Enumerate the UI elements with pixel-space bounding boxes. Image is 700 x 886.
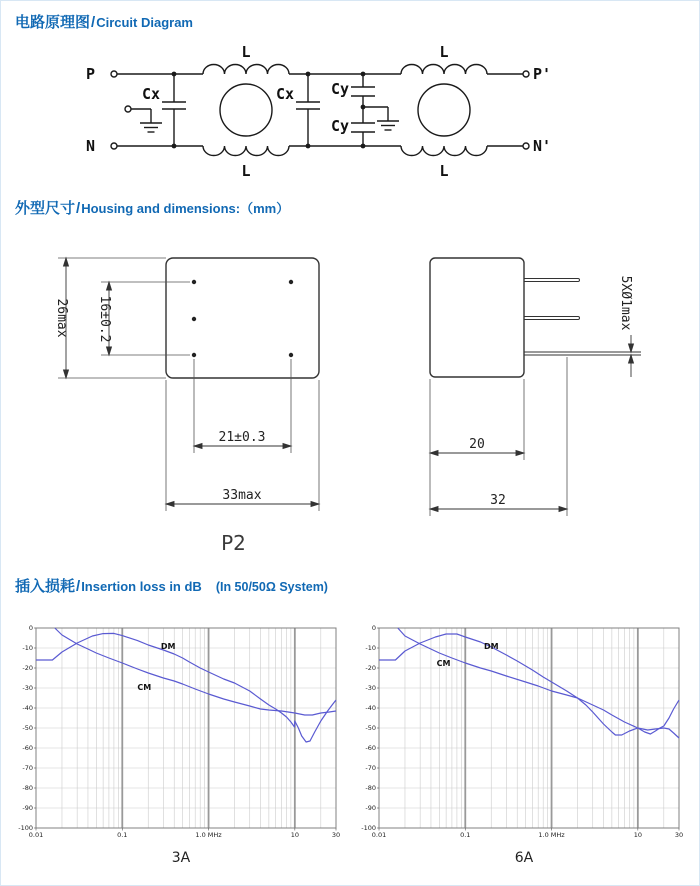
svg-text:-30: -30 xyxy=(22,684,33,693)
svg-text:0.1: 0.1 xyxy=(117,831,128,839)
svg-text:-90: -90 xyxy=(365,804,376,813)
loss-title-note: (In 50/50Ω System) xyxy=(215,580,328,594)
label-l1-top: L xyxy=(241,43,251,61)
series-label-cm: CM xyxy=(137,683,152,692)
svg-text:30: 30 xyxy=(331,831,341,839)
svg-text:0: 0 xyxy=(371,624,376,633)
chart-canvas xyxy=(359,616,689,851)
label-p: P xyxy=(85,65,95,83)
svg-text:-60: -60 xyxy=(365,744,376,753)
chart-canvas xyxy=(16,616,346,851)
label-l2-top: L xyxy=(439,43,449,61)
housing-section-header xyxy=(15,197,289,218)
y-axis-labels xyxy=(18,624,36,832)
label-l2-bottom: L xyxy=(439,162,449,180)
svg-text:-80: -80 xyxy=(22,784,33,793)
inductor-bottom-1 xyxy=(203,146,289,156)
dimension-lines xyxy=(430,335,634,512)
dim-height: 26max xyxy=(54,298,69,338)
y-axis-labels xyxy=(361,624,379,832)
label-cy-bottom: Cy xyxy=(330,117,349,135)
label-l1-bottom: L xyxy=(241,162,251,180)
title-separator: / xyxy=(91,14,96,31)
circuit-title-zh: 电路原理图 xyxy=(15,14,91,31)
ground-symbol-left xyxy=(125,106,162,132)
circuit-diagram xyxy=(81,39,561,184)
svg-text:0.1: 0.1 xyxy=(460,831,471,839)
svg-text:-100: -100 xyxy=(361,824,376,833)
x-axis-labels xyxy=(29,828,340,839)
svg-text:-50: -50 xyxy=(22,724,33,733)
dim-pin-span: 21±0.3 xyxy=(218,430,266,445)
svg-text:10: 10 xyxy=(290,831,299,839)
inductor-top-1 xyxy=(203,65,289,75)
loss-title-en: Insertion loss in dB xyxy=(81,579,202,594)
circuit-title-en: Circuit Diagram xyxy=(96,15,193,30)
svg-text:-40: -40 xyxy=(22,704,33,713)
svg-text:1.0 MHz: 1.0 MHz xyxy=(538,831,565,839)
dim-overall-depth: 32 xyxy=(490,493,506,508)
svg-text:-100: -100 xyxy=(18,824,33,833)
circuit-wires xyxy=(111,65,529,156)
svg-text:-70: -70 xyxy=(365,764,376,773)
svg-text:-90: -90 xyxy=(22,804,33,813)
dim-pin-row: 16±0.2 xyxy=(97,295,112,343)
circuit-section-header xyxy=(15,11,193,32)
inductor-top-2 xyxy=(401,65,487,75)
svg-text:-40: -40 xyxy=(365,704,376,713)
ground-symbol-cy xyxy=(377,121,399,130)
housing-side-view xyxy=(426,249,691,529)
svg-text:-30: -30 xyxy=(365,684,376,693)
svg-text:10: 10 xyxy=(633,831,642,839)
dim-body-depth: 20 xyxy=(469,437,485,452)
series-label-dm: DM xyxy=(483,642,499,651)
svg-text:-60: -60 xyxy=(22,744,33,753)
housing-outline xyxy=(166,258,319,378)
chart-title-6a: 6A xyxy=(514,850,534,866)
label-cx2: Cx xyxy=(275,85,294,103)
insertion-loss-chart-6a xyxy=(359,616,689,851)
cap-cx2 xyxy=(296,74,320,146)
label-n-prime: N' xyxy=(533,137,552,155)
loss-title-zh: 插入损耗 xyxy=(15,578,76,595)
svg-text:-10: -10 xyxy=(22,644,33,653)
svg-text:30: 30 xyxy=(674,831,684,839)
series-label-cm: CM xyxy=(436,659,451,668)
insertion-loss-chart-3a xyxy=(16,616,346,851)
housing-title-en: Housing and dimensions:（mm） xyxy=(81,201,290,216)
label-p-prime: P' xyxy=(533,65,552,83)
terminal-p-prime xyxy=(523,71,529,77)
grid-minor xyxy=(379,628,679,828)
svg-text:-80: -80 xyxy=(365,784,376,793)
svg-text:-20: -20 xyxy=(365,664,376,673)
series-label-dm: DM xyxy=(160,642,176,651)
terminal-p xyxy=(111,71,117,77)
svg-text:0.01: 0.01 xyxy=(371,831,387,839)
part-label: P2 xyxy=(221,531,246,555)
svg-text:1.0 MHz: 1.0 MHz xyxy=(195,831,222,839)
title-separator: / xyxy=(76,578,81,595)
housing-front-view xyxy=(46,249,336,529)
svg-text:-10: -10 xyxy=(365,644,376,653)
label-cx1: Cx xyxy=(141,85,160,103)
chart-title-3a: 3A xyxy=(171,850,191,866)
label-n: N xyxy=(85,137,95,155)
loss-section-header xyxy=(15,575,328,596)
dim-width: 33max xyxy=(222,488,262,503)
x-axis-labels xyxy=(372,828,683,839)
pin-dots xyxy=(192,280,293,357)
housing-body xyxy=(430,258,524,377)
choke-core-2 xyxy=(418,84,470,136)
svg-text:0.01: 0.01 xyxy=(28,831,44,839)
svg-text:-70: -70 xyxy=(22,764,33,773)
svg-text:-50: -50 xyxy=(365,724,376,733)
terminal-n xyxy=(111,143,117,149)
dim-pin-size: 5XØ1max xyxy=(618,275,633,331)
svg-text:0: 0 xyxy=(28,624,33,633)
title-separator: / xyxy=(76,200,81,217)
housing-title-zh: 外型尺寸 xyxy=(15,200,76,217)
cap-cy-pair xyxy=(351,74,388,146)
grid-minor xyxy=(36,628,336,828)
choke-core-1 xyxy=(220,84,272,136)
terminal-n-prime xyxy=(523,143,529,149)
cap-cx1 xyxy=(162,74,186,146)
svg-text:-20: -20 xyxy=(22,664,33,673)
inductor-bottom-2 xyxy=(401,146,487,156)
label-cy-top: Cy xyxy=(330,80,349,98)
